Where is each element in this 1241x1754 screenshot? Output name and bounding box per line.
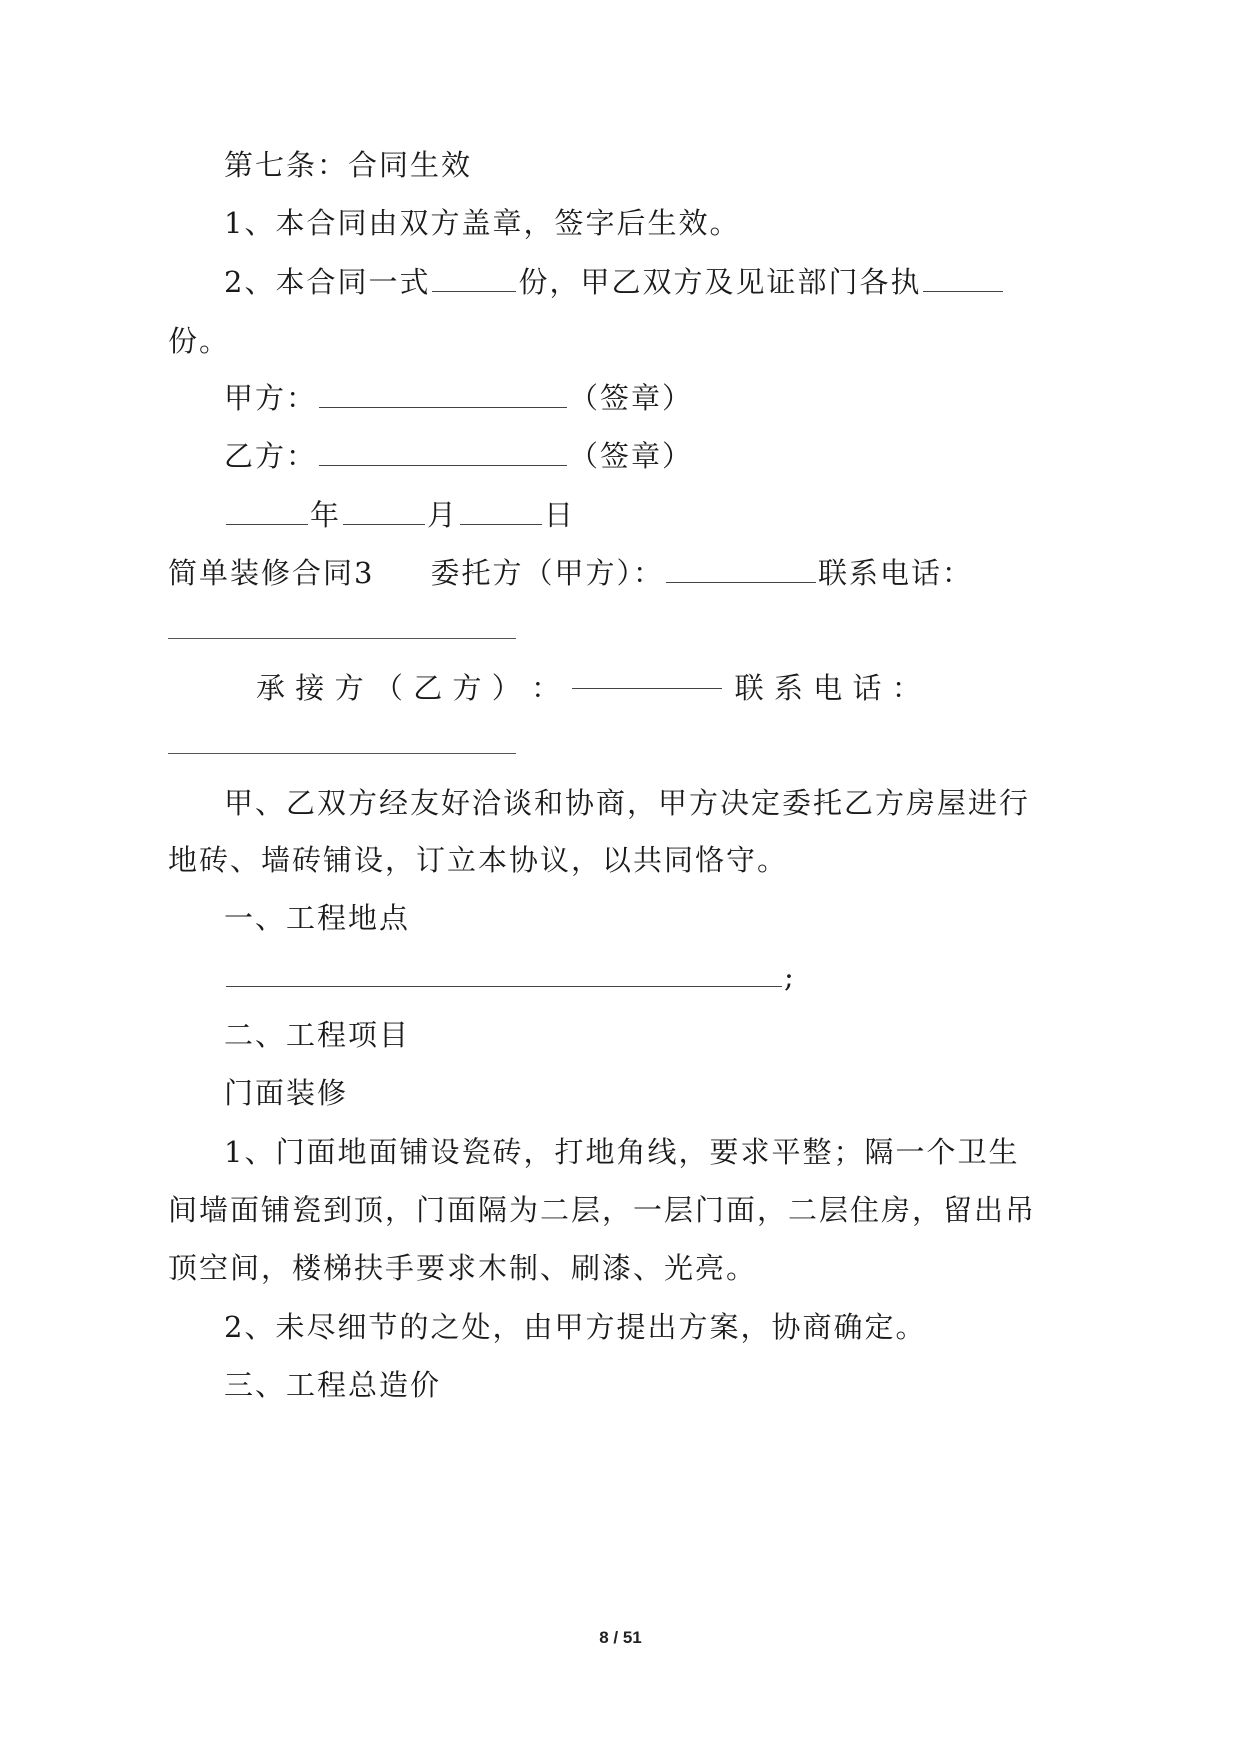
party-a-label: 甲方： <box>224 381 318 415</box>
item-1-line-1: 1、门面地面铺设瓷砖，打地角线，要求平整；隔一个卫生 <box>224 1135 1020 1169</box>
section-1-title: 一、工程地点 <box>224 901 411 935</box>
item-1-line-2: 间墙面铺瓷到顶，门面隔为二层，一层门面，二层住房，留出吊 <box>168 1193 1037 1227</box>
client-name-blank[interactable] <box>666 582 816 583</box>
item-2: 2、未尽细节的之处，由甲方提出方案，协商确定。 <box>224 1310 927 1344</box>
year-blank[interactable] <box>226 524 308 525</box>
contractor-name-blank[interactable] <box>572 688 722 689</box>
year-label: 年 <box>310 498 342 532</box>
subsection-title: 门面装修 <box>224 1076 349 1110</box>
article-7-item-2 <box>0 252 1241 312</box>
party-b-sign-line <box>0 426 1241 486</box>
contractor-phone-blank[interactable] <box>168 753 516 754</box>
party-b-label: 乙方： <box>224 439 318 473</box>
page-number: 8 / 51 <box>599 1628 642 1647</box>
item-1-line-3: 顶空间，楼梯扶手要求木制、刷漆、光亮。 <box>168 1251 758 1285</box>
copies-each-blank[interactable] <box>923 291 1003 292</box>
contractor-line: 承 接 方 （ 乙 方 ） ： 联 系 电 话 ： <box>256 671 921 705</box>
copies-blank[interactable] <box>432 291 516 292</box>
intro-line-2: 地砖、墙砖铺设，订立本协议，以共同恪守。 <box>168 843 789 877</box>
article-7-item-2-cont: 份。 <box>168 324 231 358</box>
section-3-title: 三、工程总造价 <box>224 1368 442 1402</box>
month-blank[interactable] <box>343 524 425 525</box>
day-blank[interactable] <box>460 524 542 525</box>
party-a-signature-blank[interactable] <box>319 407 567 408</box>
section-2-title: 二、工程项目 <box>224 1018 411 1052</box>
contract-3-title: 简单装修合同3 <box>168 556 375 590</box>
item-2-text-b: 份，甲乙双方及见证部门各执 <box>518 265 922 299</box>
client-phone-blank[interactable] <box>168 638 516 639</box>
project-location-blank[interactable] <box>226 986 782 987</box>
date-line <box>0 485 1241 545</box>
party-a-sign-line <box>0 368 1241 428</box>
item-2-text-a: 2、本合同一式 <box>224 265 431 299</box>
article-7-item-1: 1、本合同由双方盖章，签字后生效。 <box>224 206 741 240</box>
semicolon: ; <box>784 960 796 994</box>
intro-line-1: 甲、乙双方经友好洽谈和协商，甲方决定委托乙方房屋进行 <box>224 786 1031 820</box>
month-label: 月 <box>427 498 459 532</box>
day-label: 日 <box>544 498 576 532</box>
seal-note: （签章） <box>569 439 694 473</box>
client-phone-label: 联系电话： <box>817 556 973 590</box>
location-line <box>0 947 1241 1007</box>
party-b-signature-blank[interactable] <box>319 465 567 466</box>
contract-3-header <box>0 543 1241 603</box>
client-label: 委托方（甲方）： <box>430 556 664 590</box>
seal-note: （签章） <box>569 381 694 415</box>
article-7-title: 第七条：合同生效 <box>224 148 473 182</box>
